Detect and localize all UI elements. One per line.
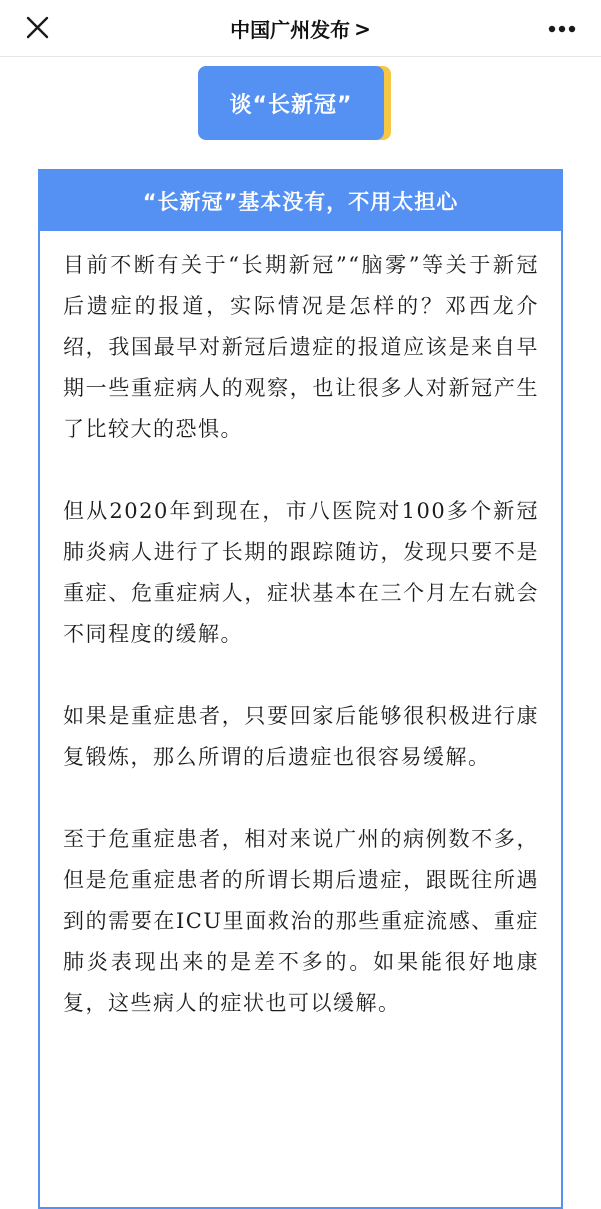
card-title: “长新冠”基本没有，不用太担心: [142, 190, 459, 214]
account-name: 中国广州发布: [230, 18, 351, 42]
top-nav-bar: [0, 0, 601, 57]
chevron-right-icon: >: [354, 16, 371, 41]
article-card: [38, 169, 563, 1209]
close-icon: [22, 12, 54, 44]
paragraph: 如果是重症患者，只要回家后能够很积极进行康复锻炼，那么所谓的后遗症也很容易缓解。: [63, 704, 539, 769]
account-title-link[interactable]: [0, 0, 601, 57]
card-header: [40, 171, 561, 231]
article-content: [0, 58, 601, 1200]
section-tag: [198, 66, 384, 140]
section-tag-label: 谈“长新冠”: [229, 92, 353, 118]
paragraph: 目前不断有关于“长期新冠”“脑雾”等关于新冠后遗症的报道，实际情况是怎样的？邓西龙介绍，我国最早对新冠后遗症的报道应该是来自早期一些重症病人的观察，也让很多人对新冠产生了比较大的恐惧。: [63, 253, 539, 441]
paragraph: 至于危重症患者，相对来说广州的病例数不多，但是危重症患者的所谓长期后遗症，跟既往所遇到的需要在ICU里面救治的那些重症流感、重症肺炎表现出来的是差不多的。如果能很好地康复，这些病人的症状也可以缓解。: [63, 827, 539, 1015]
more-horizontal-icon: [540, 14, 584, 44]
more-button[interactable]: [540, 14, 584, 44]
paragraph: 但从2020年到现在，市八医院对100多个新冠肺炎病人进行了长期的跟踪随访，发现只要不是重症、危重症病人，症状基本在三个月左右就会不同程度的缓解。: [63, 499, 539, 646]
card-body: [40, 231, 561, 1024]
close-button[interactable]: [22, 12, 54, 44]
